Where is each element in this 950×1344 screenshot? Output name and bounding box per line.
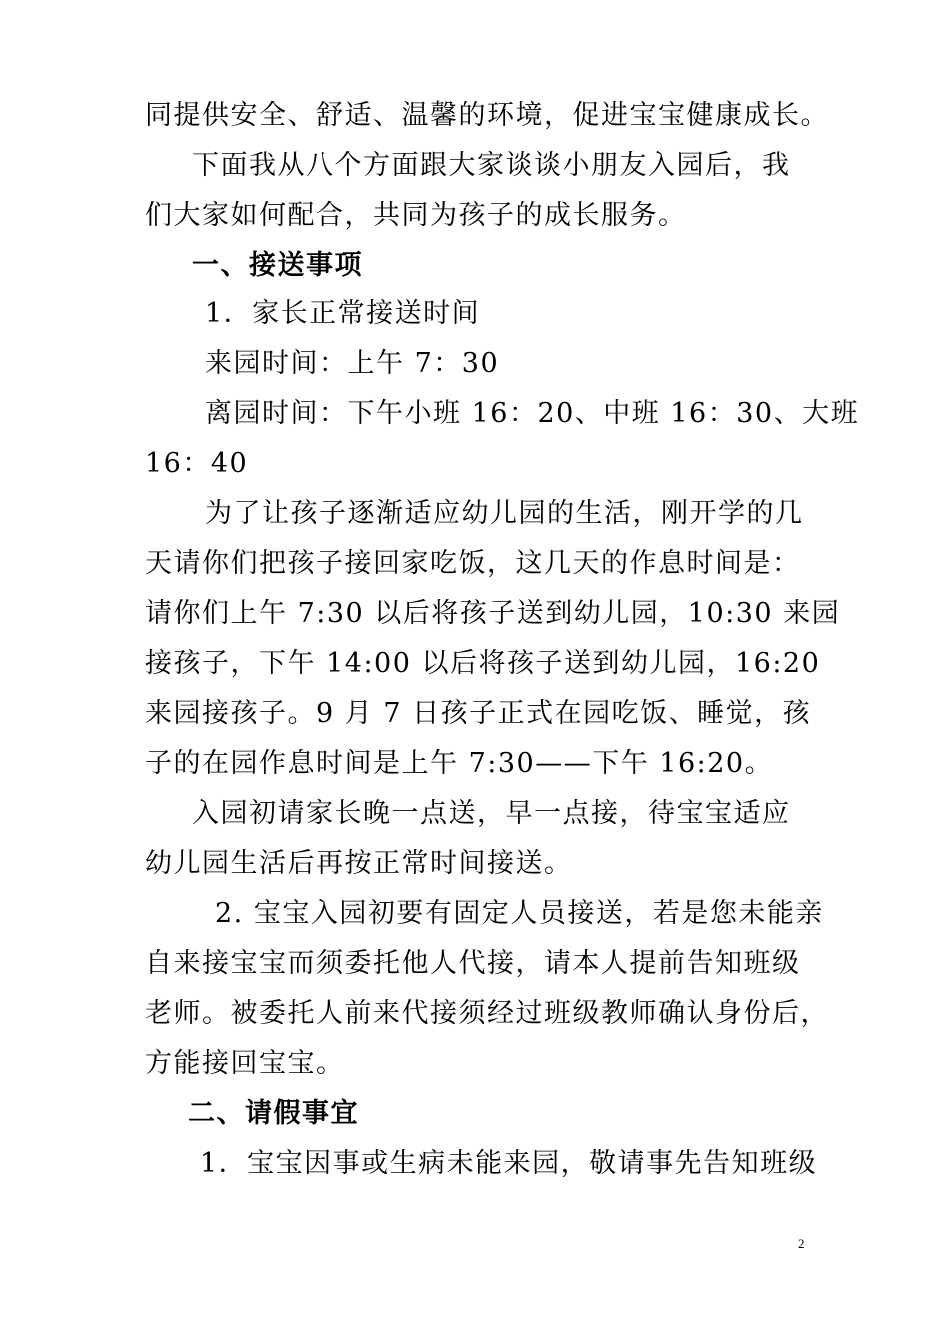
paragraph-line: 天请你们把孩子接回家吃饭，这几天的作息时间是： — [145, 548, 801, 579]
paragraph-line: 16：40 — [145, 448, 249, 479]
paragraph-line: 老师。被委托人前来代接须经过班级教师确认身份后， — [145, 998, 829, 1029]
paragraph-line: 幼儿园生活后再按正常时间接送。 — [145, 848, 573, 879]
paragraph-line: 离园时间：下午小班 16：20、中班 16：30、大班 — [205, 398, 860, 429]
paragraph-line: 下面我从八个方面跟大家谈谈小朋友入园后，我 — [192, 150, 791, 181]
paragraph-line: 自来接宝宝而须委托他人代接，请本人提前告知班级 — [145, 948, 801, 979]
paragraph-line: 们大家如何配合，共同为孩子的成长服务。 — [145, 200, 687, 231]
paragraph-line: 接孩子，下午 14:00 以后将孩子送到幼儿园，16:20 — [145, 648, 821, 679]
page-number: 2 — [798, 1236, 805, 1251]
paragraph-line: 来园时间：上午 7：30 — [205, 348, 500, 379]
paragraph-line: 同提供安全、舒适、温馨的环境，促进宝宝健康成长。 — [145, 100, 829, 131]
paragraph-line: 子的在园作息时间是上午 7:30——下午 16:20。 — [145, 748, 774, 779]
paragraph-line: 请你们上午 7:30 以后将孩子送到幼儿园，10:30 来园 — [145, 598, 841, 629]
paragraph-line: 1．家长正常接送时间 — [205, 298, 481, 329]
paragraph-line: 入园初请家长晚一点送，早一点接，待宝宝适应 — [192, 798, 791, 829]
paragraph-line: 1．宝宝因事或生病未能来园，敬请事先告知班级 — [200, 1148, 818, 1179]
section-heading: 一、接送事项 — [192, 250, 363, 281]
paragraph-line: 2. 宝宝入园初要有固定人员接送，若是您未能亲 — [215, 898, 824, 929]
section-heading: 二、请假事宜 — [188, 1098, 359, 1129]
paragraph-line: 来园接孩子。9 月 7 日孩子正式在园吃饭、睡觉，孩 — [145, 698, 812, 729]
paragraph-line: 方能接回宝宝。 — [145, 1048, 345, 1079]
paragraph-line: 为了让孩子逐渐适应幼儿园的生活，刚开学的几 — [205, 498, 804, 529]
